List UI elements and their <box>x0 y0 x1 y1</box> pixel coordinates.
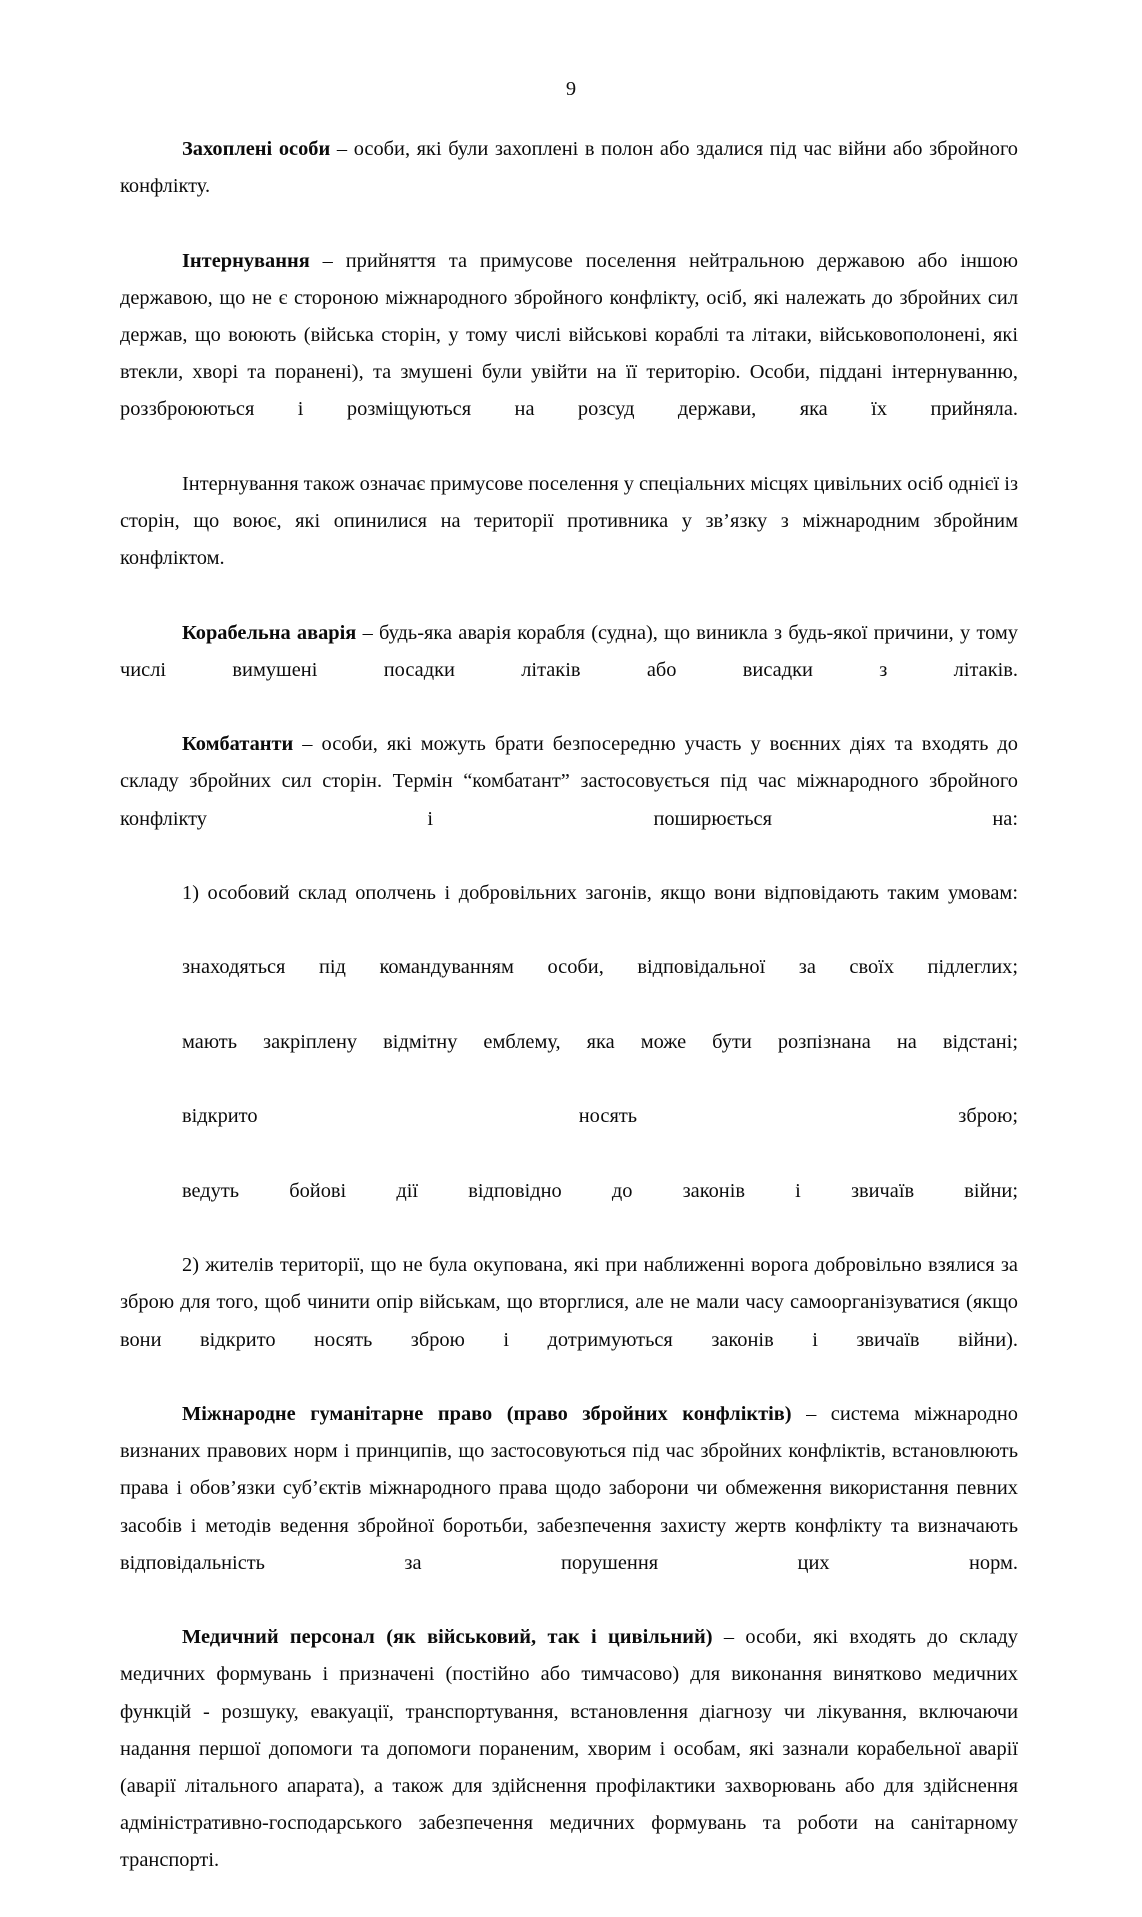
paragraph-medical-personnel <box>120 1619 1018 1917</box>
condition-emblem-text: мають закріплену відмітну емблему, яка може бути розпізнана на відстані; <box>182 1030 1018 1053</box>
condition-laws-text: ведуть бойові дії відповідно до законів і звичаїв війни; <box>182 1179 1018 1202</box>
condition-command-text: знаходяться під командуванням особи, відповідальної за своїх підлеглих; <box>182 956 1018 979</box>
term-combatants: Комбатанти <box>182 733 294 756</box>
definition-shipwreck: – будь-яка аварія корабля (судна), що виникла з будь-якої причини, у тому числі вимушені посадки літаків або висадки з літаків. <box>120 621 1019 681</box>
paragraph-internment <box>120 243 1018 466</box>
definition-medical-personnel: – особи, які входять до складу медичних формувань і призначені (постійно або тимчасово) для виконання винятково медичних функцій - розшуку, евакуації, транспортування, встановлення діагнозу чи лікування, включаючи надання першої допомоги та допомоги пораненим, хворим і особам, які зазнали корабельної аварії (аварії літального апарата), а також для здійснення профілактики захворювань або для здійснення адміністративно-господарського забезпечення медичних формувань та роботи на санітарному транспорті. <box>120 1626 1018 1872</box>
definition-internment-civilians: Інтернування також означає примусове поселення у спеціальних місцях цивільних осіб однієї із сторін, що воює, які опинилися на території противника у зв’язку з міжнародним збройним конфліктом. <box>120 472 1018 570</box>
list-item-1 <box>120 875 1018 949</box>
paragraph-captured-persons <box>120 131 1018 243</box>
condition-arms-text: відкрито носять зброю; <box>182 1105 1018 1128</box>
paragraph-shipwreck <box>120 615 1018 727</box>
definition-combatants: – особи, які можуть брати безпосередню участь у воєнних діях та входять до складу збройних сил сторін. Термін “комбатант” застосовується під час міжнародного збройного конфлікту і поширюється на: <box>120 733 1018 830</box>
list-item-2 <box>120 1247 1018 1396</box>
condition-emblem <box>120 1024 1018 1098</box>
page-number: 9 <box>565 78 577 100</box>
condition-laws <box>120 1173 1018 1247</box>
list-item-1-text: 1) особовий склад ополчень і добровільних загонів, якщо вони відповідають таким умовам: <box>182 882 1018 905</box>
condition-command <box>120 949 1018 1023</box>
term-internment: Інтернування <box>182 249 310 272</box>
paragraph-internment-civilians <box>120 466 1018 615</box>
document-body <box>120 131 1018 1917</box>
definition-ihl: – система міжнародно визнаних правових норм і принципів, що застосовуються під час збройних конфліктів, встановлюють права і обов’язки суб’єктів міжнародного права щодо заборони чи обмеження використання певних засобів і методів ведення збройної боротьби, забезпечення захисту жертв конфлікту та визначають відповідальність за порушення цих норм. <box>120 1402 1018 1574</box>
term-medical-personnel: Медичний персонал (як військовий, так і цивільний) <box>182 1626 713 1649</box>
definition-internment: – прийняття та примусове поселення нейтральною державою або іншою державою, що не є стороною міжнародного збройного конфлікту, осіб, які належать до збройних сил держав, що воюють (війська сторін, у тому числі військові кораблі та літаки, військовополонені, які втекли, хворі та поранені), та змушені були увійти на її територію. Особи, піддані інтернуванню, роззброюються і розміщуються на розсуд держави, яка їх прийняла. <box>120 249 1018 421</box>
condition-arms <box>120 1098 1018 1172</box>
term-captured-persons: Захоплені особи <box>182 138 331 160</box>
term-shipwreck: Корабельна аварія <box>182 621 357 644</box>
definition-captured-persons: – особи, які були захоплені в полон або здалися під час війни або збройного конфлікту. <box>120 138 1018 198</box>
list-item-2-text: 2) жителів території, що не була окупована, які при наближенні ворога добровільно взялися за зброю для того, щоб чинити опір військам, що вторглися, але не мали часу самоорганізуватися (якщо вони відкрито носять зброю і дотримуються законів і звичаїв війни). <box>120 1254 1018 1351</box>
term-ihl: Міжнародне гуманітарне право (право збройних конфліктів) <box>182 1402 792 1425</box>
paragraph-combatants <box>120 726 1018 875</box>
paragraph-ihl <box>120 1396 1018 1619</box>
